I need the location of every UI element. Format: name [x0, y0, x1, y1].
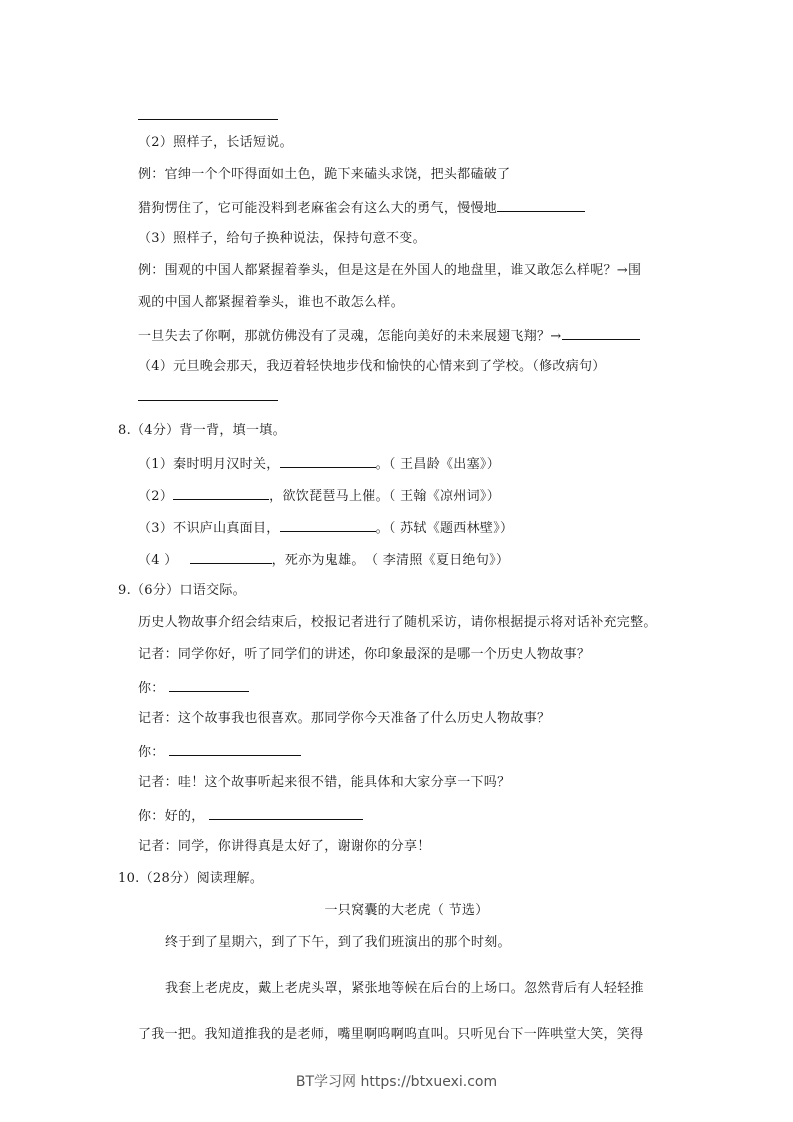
passage-paragraph-3: 了我一把。我知道推我的是老师，嘴里啊呜啊呜直叫。只听见台下一阵哄堂大笑，笑得: [138, 1027, 644, 1042]
q8-item-2: [138, 487, 500, 505]
q7-sub2-example: 例：官绅一个个吓得面如土色，跪下来磕头求饶，把头都磕破了: [138, 167, 511, 182]
q8-item-4-pre: （4 ）: [138, 553, 178, 568]
answer-blank-q8-4[interactable]: [190, 551, 272, 564]
q9-dialog-5: 记者：哇！这个故事听起来很不错，能具体和大家分享一下吗？: [138, 775, 511, 790]
q8-item-3: [138, 519, 513, 537]
q8-item-3-post: 。（ 苏轼《题西林壁》）: [375, 521, 514, 536]
q9-dialog-7: 记者：同学，你讲得真是太好了，谢谢你的分享！: [138, 839, 431, 854]
passage-paragraph-2: 我套上老虎皮，戴上老虎头罩，紧张地等候在后台的上场口。忽然背后有人轻轻推: [165, 981, 644, 996]
q7-sub2-prompt: 猎狗愣住了，它可能没料到老麻雀会有这么大的勇气，慢慢地: [138, 201, 498, 216]
answer-blank-q7-4[interactable]: [138, 400, 278, 401]
answer-blank-q9-1[interactable]: [169, 679, 249, 692]
answer-blank-q9-3[interactable]: [209, 807, 363, 820]
q7-sub4-title: （4）元旦晚会那天，我迈着轻快地步伐和愉快的心情来到了学校。（修改病句）: [138, 359, 606, 374]
q8-item-2-post: ，欲饮琵琶马上催。（ 王翰《凉州词》）: [269, 489, 501, 504]
q9-dialog-4: 你：: [138, 745, 165, 760]
q8-item-3-pre: （3）不识庐山真面目，: [138, 521, 280, 536]
q9-dialog-1: 记者：同学你好，听了同学们的讲述，你印象最深的是哪一个历史人物故事？: [138, 647, 591, 662]
q8-item-4: [138, 551, 509, 569]
q9-dialog-6: 你：好的，: [138, 809, 205, 824]
answer-blank-q8-2[interactable]: [173, 487, 269, 500]
q8-item-1-post: 。（ 王昌龄《出塞》）: [375, 457, 501, 472]
q9-dialog-6-row: [138, 807, 363, 825]
answer-blank-q8-1[interactable]: [280, 455, 376, 468]
q9-header: 9.（6分）口语交际。: [118, 583, 246, 598]
answer-blank-q8-3[interactable]: [280, 519, 376, 532]
passage-title: 一只窝囊的大老虎（ 节选）: [324, 903, 489, 918]
q8-item-1: [138, 455, 500, 473]
q8-item-2-pre: （2）: [138, 489, 174, 504]
q7-sub3-prompt-row: [138, 327, 640, 345]
q8-item-1-pre: （1）秦时明月汉时关，: [138, 457, 280, 472]
answer-blank-q9-2[interactable]: [169, 743, 301, 756]
q10-header: 10.（28分）阅读理解。: [118, 871, 264, 886]
q7-sub3-example-2: 观的中国人都紧握着拳头，谁也不敢怎么样。: [138, 295, 405, 310]
q7-sub2-title: （2）照样子，长话短说。: [138, 135, 293, 150]
q9-dialog-2: 你：: [138, 681, 165, 696]
q9-intro: 历史人物故事介绍会结束后，校报记者进行了随机采访，请你根据提示将对话补充完整。: [138, 615, 657, 630]
passage-paragraph-1: 终于到了星期六，到了下午，到了我们班演出的那个时刻。: [165, 935, 511, 950]
q8-header: 8.（4分）背一背，填一填。: [118, 423, 286, 438]
answer-blank-q7-2[interactable]: [497, 199, 585, 212]
q8-item-4-post: ，死亦为鬼雄。 （ 李清照《夏日绝句》）: [271, 553, 510, 568]
answer-blank-q7-3[interactable]: [562, 327, 640, 340]
q7-sub3-title: （3）照样子，给句子换种说法，保持句意不变。: [138, 231, 426, 246]
q9-dialog-4-row: [138, 743, 301, 761]
q7-sub2-prompt-row: [138, 199, 585, 217]
answer-blank-q7-1[interactable]: [138, 119, 278, 120]
q9-dialog-2-row: [138, 679, 249, 697]
q7-sub3-example-1: 例：围观的中国人都紧握着拳头，但是这是在外国人的地盘里，谁又敢怎么样呢？→围: [138, 263, 642, 278]
q9-dialog-3: 记者：这个故事我也很喜欢。那同学你今天准备了什么历史人物故事？: [138, 711, 551, 726]
q7-sub3-prompt: 一旦失去了你啊，那就仿佛没有了灵魂，怎能向美好的未来展翅飞翔？→: [138, 329, 562, 344]
footer-watermark: BT学习网 https://btxuexi.com: [295, 1074, 498, 1090]
